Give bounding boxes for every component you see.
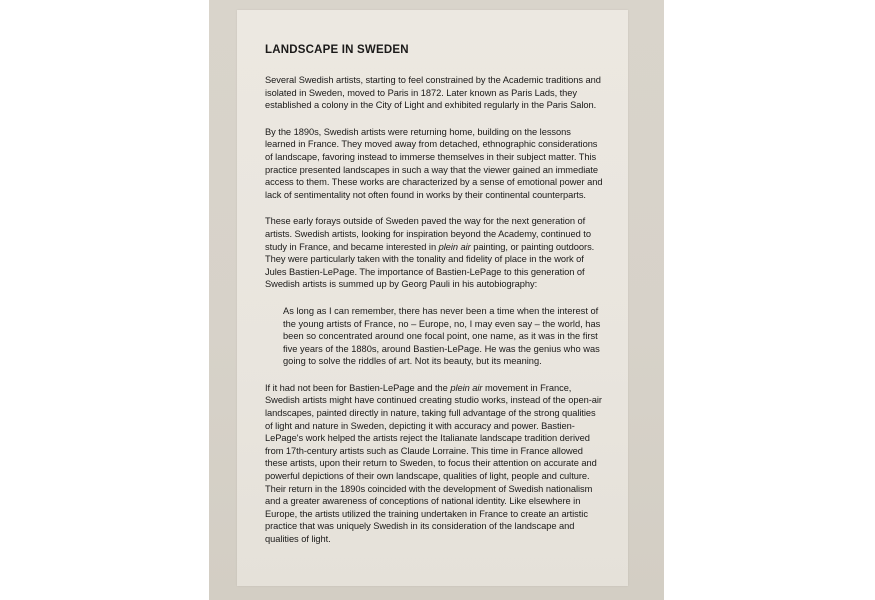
paragraph-text: painting, or painting outdoors. They were particularly taken with the tonality and fidelity of place in the work of Jules Bastien-LePage. The importance of Bastien-LePage to this generation of Swedish artists is summed up by Georg Pauli in his autobiography: [265,241,595,290]
paragraph-text: movement in France, Swedish artists might have continued creating studio works, instead of the open-air landscapes, painted directly in nature, taking full advantage of the strong qualities of light and nature in Sweden, depicting it with accuracy and power. Bastien-LePage's work helped the artists reject the Italianate landscape tradition derived from 17th-century artists such as Claude Lorraine. This time in France allowed these artists, upon their return to Sweden, to focus their attention on accurate and powerful depictions of their own landscape, qualities of light, people and culture. Their return in the 1890s coincided with the development of Swedish nationalism and a greater awareness of conceptions of national identity. Like elsewhere in Europe, the artists utilized the training undertaken in France to create an artistic practice that was uniquely Swedish in its consideration of the landscape and qualities of light. [265,382,602,544]
gallery-wall [209,0,664,600]
wall-text-panel [237,10,628,586]
paragraph-conclusion [265,382,604,546]
paragraph-return-home: By the 1890s, Swedish artists were returning home, building on the lessons learned in France. They moved away from detached, ethnographic considerations of landscape, favoring instead to immerse themselves in their subject matter. This practice presented landscapes in such a way that the viewer gained an immediate access to them. These works are characterized by a sense of emotional power and lack of sentimentality not often found in works by their continental counterparts. [265,126,603,200]
italic-term: plein air [438,241,471,252]
paragraph-text: These early forays outside of Sweden paved the way for the next generation of artists. Swedish artists, looking for inspiration beyond the Academy, continued to study in France, and became interested in [265,216,591,252]
paragraph-paris-lads: Several Swedish artists, starting to feel constrained by the Academic traditions and isolated in Sweden, moved to Paris in 1872. Later known as Paris Lads, they established a colony in the City of Light and exhibited regularly in the Paris Salon. [265,75,601,111]
paragraph-plein-air-intro [265,215,604,291]
pauli-quote: As long as I can remember, there has never been a time when the interest of the young artists of France, no – Europe, no, I may even say – the world, has been so concentrated around one focal point, one name, as it was in the first five years of the 1880s, around Bastien-LePage. He was the genius who was going to solve the riddles of art. Not its beauty, but its meaning. [283,305,601,367]
panel-title: LANDSCAPE IN SWEDEN [265,44,409,56]
italic-term: plein air [450,382,483,393]
paragraph-text: If it had not been for Bastien-LePage and the [265,382,451,393]
